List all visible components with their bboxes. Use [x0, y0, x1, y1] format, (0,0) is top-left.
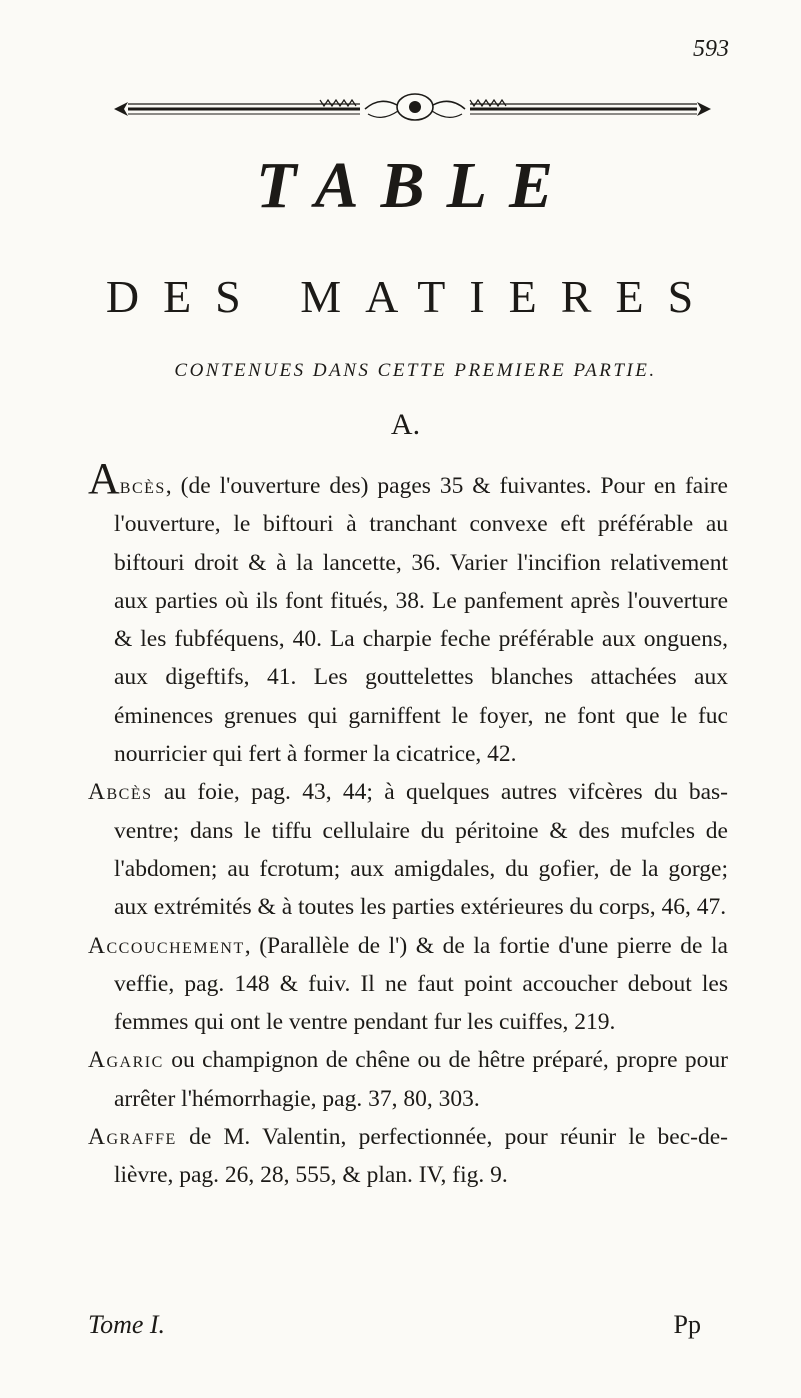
- entry-heading: Agraffe: [88, 1124, 177, 1151]
- section-heading: A.: [390, 408, 421, 441]
- drop-cap: A: [88, 454, 120, 503]
- entry-text: au foie, pag. 43, 44; à quelques autres vifcères du bas-ventre; dans le tiffu cellulaire du péritoine & des mufcles de l'abdomen; au fcrotum; aux amigdales, du gofier, de la gorge; aux extrémités & à toutes les parties extérieures du corps, 46, 47.: [114, 779, 728, 921]
- page-number: 593: [693, 36, 729, 62]
- entry-text: ou champignon de chêne ou de hêtre préparé, propre pour arrêter l'hémorrhagie, pag. 37, 80, 303.: [114, 1047, 728, 1112]
- entry-heading: Agaric: [88, 1047, 164, 1074]
- entry-heading: Accouchement: [88, 932, 245, 959]
- signature-mark: Pp: [673, 1310, 701, 1339]
- page-footer: [88, 1310, 701, 1340]
- entry-heading: [88, 454, 166, 503]
- page-title-secondary: DES MATIERES: [105, 271, 718, 322]
- entry-text: , (Parallèle de l') & de la fortie d'une pierre de la veffie, pag. 148 & fuiv. Il ne faut point accoucher debout les femmes qui ont le ventre pendant fur les cuiffes, 219.: [114, 932, 728, 1036]
- index-entry: [88, 773, 728, 926]
- index-entry: [88, 454, 728, 773]
- index-entry: [88, 1041, 728, 1118]
- index-entry: [88, 927, 728, 1042]
- entry-heading-rest: bcès: [119, 473, 166, 499]
- index-entries: [88, 454, 728, 1195]
- entry-heading: Abcès: [88, 779, 153, 806]
- page-subtitle: CONTENUES DANS CETTE PREMIERE PARTIE.: [174, 360, 657, 381]
- index-entry: [88, 1118, 728, 1195]
- ornament-rule-icon: [110, 90, 715, 126]
- entry-text: , (de l'ouverture des) pages 35 & fuivantes. Pour en faire l'ouverture, le biftouri à tranchant convexe eft préférable au biftouri droit & à la lancette, 36. Varier l'incifion relativement aux parties où ils font fitués, 38. Le panfement après l'ouverture & les fubféquens, 40. La charpie feche préférable aux onguens, aux digeftifs, 41. Les gouttelettes blanches attachées aux éminences grenues qui garniffent le foyer, ne font que le fuc nourricier qui fert à former la cicatrice, 42.: [114, 473, 728, 768]
- entry-text: de M. Valentin, perfectionnée, pour réunir le bec-de-lièvre, pag. 26, 28, 555, & plan. IV, fig. 9.: [114, 1124, 728, 1189]
- page-title: TABLE: [255, 149, 576, 222]
- volume-label: Tome I.: [88, 1310, 166, 1339]
